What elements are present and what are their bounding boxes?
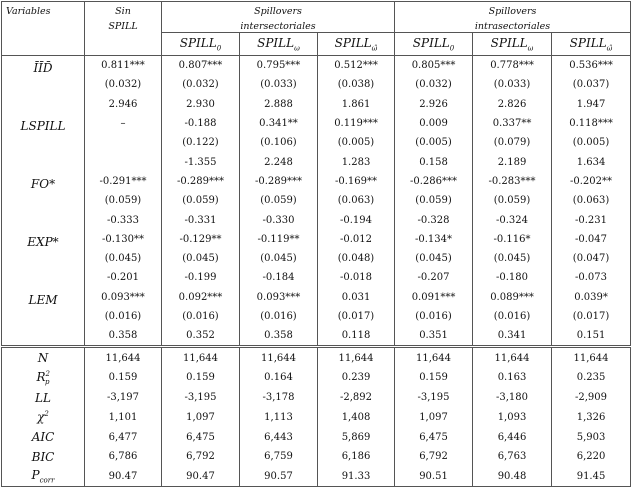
stat-cell: 1,326 [552,408,631,428]
table-cell: 1.861 [318,95,395,114]
table-cell: 0.795*** [240,56,318,76]
column-header [240,33,318,56]
variables-header: Variables [2,2,85,56]
stat-cell: 6,186 [318,447,395,467]
intrasectoral-header-line1: Spillovers [488,6,537,17]
stat-cell: 90.57 [240,467,318,487]
column-header-subscript: ω̂ [606,44,613,53]
stat-cell: 0.159 [162,368,240,388]
stat-cell: 5,903 [552,427,631,447]
table-cell: -0.328 [395,210,473,229]
table-cell: -0.289*** [240,172,318,191]
table-cell: 2.926 [395,95,473,114]
table-cell: -1.355 [162,152,240,171]
table-cell: 0.807*** [162,56,240,76]
table-row [2,249,631,268]
stat-cell: -3,180 [473,388,552,408]
intrasectoral-header [395,2,631,33]
table-cell: -0.324 [473,210,552,229]
stat-cell: 6,475 [395,427,473,447]
table-row [2,307,631,326]
column-header-subscript: 0 [216,44,222,53]
table-cell: (0.017) [552,307,631,326]
stat-cell: 1,113 [240,408,318,428]
table-cell: 0.811*** [85,56,162,76]
table-cell: 0.351 [395,326,473,347]
row-variable [2,307,85,326]
table-cell: -0.119** [240,230,318,249]
table-cell: (0.059) [240,191,318,210]
stat-cell: 6,220 [552,447,631,467]
table-cell: (0.016) [473,307,552,326]
table-row [2,95,631,114]
table-cell: (0.048) [318,249,395,268]
table-cell: 2.248 [240,152,318,171]
column-header-subscript: ω̂ [371,44,378,53]
stat-cell: 0.239 [318,368,395,388]
table-cell: 2.189 [473,152,552,171]
stat-cell: 1,408 [318,408,395,428]
row-variable: EXP* [2,230,85,249]
row-variable [2,152,85,171]
stat-row [2,368,631,388]
table-cell: 0.337** [473,114,552,133]
table-cell: (0.047) [552,249,631,268]
table-cell: (0.122) [162,133,240,152]
table-cell: -0.330 [240,210,318,229]
stat-cell: 6,477 [85,427,162,447]
column-header-label: SPILL [412,35,450,50]
table-cell: (0.045) [162,249,240,268]
row-variable [2,268,85,287]
table-cell: 2.888 [240,95,318,114]
table-cell: (0.079) [473,133,552,152]
table-cell: (0.005) [395,133,473,152]
stat-label-text: N [37,351,49,366]
row-variable [2,210,85,229]
table-cell: 2.946 [85,95,162,114]
sin-spill-header-line1: Sin [115,6,131,17]
stat-cell: 6,759 [240,447,318,467]
stat-cell: -3,195 [395,388,473,408]
table-cell: (0.016) [240,307,318,326]
column-header [318,33,395,56]
stat-label [2,388,85,408]
stat-row [2,388,631,408]
table-cell: -0.207 [395,268,473,287]
stat-cell: 1,101 [85,408,162,428]
table-cell: (0.032) [395,75,473,94]
sin-spill-header [85,2,162,56]
table-cell: 0.352 [162,326,240,347]
table-cell: 1.947 [552,95,631,114]
regression-table [1,1,631,487]
column-header [473,33,552,56]
stat-cell: -2,909 [552,388,631,408]
stat-cell: 6,786 [85,447,162,467]
table-cell: (0.063) [318,191,395,210]
stat-cell: 0.159 [395,368,473,388]
table-cell: (0.016) [395,307,473,326]
stat-cell: 6,443 [240,427,318,447]
stat-cell: -3,197 [85,388,162,408]
table-cell: (0.059) [473,191,552,210]
table-cell: -0.116* [473,230,552,249]
table-cell: -0.202** [552,172,631,191]
table-cell: (0.033) [473,75,552,94]
column-header [162,33,240,56]
table-cell: 0.805*** [395,56,473,76]
stat-cell: 11,644 [395,347,473,368]
table-cell: -0.012 [318,230,395,249]
table-cell: -0.018 [318,268,395,287]
stat-cell: 11,644 [552,347,631,368]
stat-cell: 90.47 [162,467,240,487]
stat-label-subscript: corr [39,476,55,485]
table-cell: 2.930 [162,95,240,114]
stat-label-text: LL [35,390,51,405]
regression-table-container [1,1,631,487]
row-variable: LSPILL [2,114,85,133]
table-row [2,56,631,76]
stat-cell: 11,644 [85,347,162,368]
table-cell: 0.536*** [552,56,631,76]
table-cell: (0.106) [240,133,318,152]
stat-label [2,347,85,368]
table-row [2,230,631,249]
stat-cell: 11,644 [240,347,318,368]
table-cell: 0.119*** [318,114,395,133]
table-cell: -0.289*** [162,172,240,191]
table-cell: (0.005) [552,133,631,152]
stat-cell: 11,644 [318,347,395,368]
table-cell: (0.033) [240,75,318,94]
table-cell: (0.045) [395,249,473,268]
table-row [2,326,631,347]
table-cell: 0.341** [240,114,318,133]
table-cell: (0.005) [318,133,395,152]
column-header-label: SPILL [257,35,295,50]
stat-row [2,447,631,467]
table-cell: -0.047 [552,230,631,249]
table-cell: (0.032) [85,75,162,94]
stat-cell: 1,097 [395,408,473,428]
column-header [395,33,473,56]
row-variable: LEM [2,288,85,307]
table-row [2,152,631,171]
table-row [2,114,631,133]
table-cell: (0.032) [162,75,240,94]
table-row [2,268,631,287]
table-cell: -0.194 [318,210,395,229]
table-cell: 0.031 [318,288,395,307]
column-header [552,33,631,56]
stat-cell: 11,644 [162,347,240,368]
stat-cell: 0.163 [473,368,552,388]
table-cell: -0.130** [85,230,162,249]
column-header-label: SPILL [179,35,217,50]
stat-cell: 0.235 [552,368,631,388]
stat-row [2,347,631,368]
table-cell: 0.341 [473,326,552,347]
intrasectoral-header-line2: intrasectoriales [474,21,551,32]
table-cell: – [85,114,162,133]
table-cell: -0.134* [395,230,473,249]
table-cell: -0.073 [552,268,631,287]
table-cell: -0.201 [85,268,162,287]
table-cell: (0.017) [318,307,395,326]
stat-cell: 1,097 [162,408,240,428]
table-cell: -0.291*** [85,172,162,191]
stat-label-text: AIC [31,430,55,445]
stat-label-text: BIC [31,449,55,464]
stat-label [2,467,85,487]
stat-label-subscript: p [45,378,50,387]
table-cell: 0.118 [318,326,395,347]
table-cell: (0.059) [162,191,240,210]
table-cell: (0.045) [473,249,552,268]
table-cell: (0.059) [85,191,162,210]
intersectoral-header [162,2,395,33]
stat-row [2,467,631,487]
stat-label [2,427,85,447]
stat-cell: 90.48 [473,467,552,487]
stat-cell: 0.164 [240,368,318,388]
table-cell: -0.180 [473,268,552,287]
table-cell: -0.333 [85,210,162,229]
stat-cell: 91.33 [318,467,395,487]
row-variable [2,75,85,94]
table-cell: 0.118*** [552,114,631,133]
table-cell: 0.151 [552,326,631,347]
table-cell: 1.283 [318,152,395,171]
table-cell: (0.059) [395,191,473,210]
row-variable: ĪĪD̄ [2,56,85,76]
row-variable [2,95,85,114]
table-row [2,172,631,191]
row-variable [2,191,85,210]
stat-cell: 6,792 [395,447,473,467]
column-header-label: SPILL [490,35,528,50]
table-row [2,133,631,152]
table-row [2,210,631,229]
table-cell: 0.093*** [85,288,162,307]
table-row [2,75,631,94]
table-cell: 0.089*** [473,288,552,307]
stat-cell: 6,446 [473,427,552,447]
stat-cell: 6,792 [162,447,240,467]
stat-label-superscript: 2 [45,369,51,378]
table-cell: -0.283*** [473,172,552,191]
column-header-label: SPILL [334,35,372,50]
stat-label-superscript: 2 [44,410,49,419]
table-cell: -0.231 [552,210,631,229]
table-cell: (0.038) [318,75,395,94]
column-header-label: SPILL [569,35,607,50]
stat-label-text: χ [37,410,45,425]
table-cell [85,133,162,152]
stat-cell: 11,644 [473,347,552,368]
table-cell: (0.016) [162,307,240,326]
table-cell: 0.778*** [473,56,552,76]
stat-cell: -3,178 [240,388,318,408]
table-cell: (0.045) [240,249,318,268]
table-cell: (0.063) [552,191,631,210]
row-variable: FO* [2,172,85,191]
table-cell: (0.037) [552,75,631,94]
table-cell: (0.045) [85,249,162,268]
table-cell: 0.158 [395,152,473,171]
stat-label-text: P [31,468,40,483]
intersectoral-header-line2: intersectoriales [240,21,316,32]
stat-label [2,368,85,388]
stat-row [2,408,631,428]
table-cell: 2.826 [473,95,552,114]
column-header-subscript: ω [294,44,300,53]
table-cell: 0.039* [552,288,631,307]
stat-cell: 1,093 [473,408,552,428]
stat-cell: 5,869 [318,427,395,447]
table-cell: 0.512*** [318,56,395,76]
intersectoral-header-line1: Spillovers [254,6,302,17]
stat-cell: -2,892 [318,388,395,408]
table-cell: 0.091*** [395,288,473,307]
stat-label-text: R [36,369,46,384]
table-cell: -0.286*** [395,172,473,191]
row-variable [2,133,85,152]
table-cell: -0.331 [162,210,240,229]
stat-cell: 6,763 [473,447,552,467]
column-header-subscript: 0 [449,44,455,53]
stat-cell: -3,195 [162,388,240,408]
table-cell: -0.129** [162,230,240,249]
table-cell: 0.092*** [162,288,240,307]
table-cell: -0.199 [162,268,240,287]
stat-label [2,447,85,467]
row-variable [2,249,85,268]
table-cell: -0.184 [240,268,318,287]
table-cell [85,152,162,171]
column-header-subscript: ω [527,44,534,53]
table-cell: 0.093*** [240,288,318,307]
table-cell: 1.634 [552,152,631,171]
stat-cell: 91.45 [552,467,631,487]
table-row [2,288,631,307]
stat-cell: 6,475 [162,427,240,447]
row-variable [2,326,85,347]
table-cell: 0.009 [395,114,473,133]
stat-cell: 90.51 [395,467,473,487]
table-cell: 0.358 [85,326,162,347]
table-cell: -0.188 [162,114,240,133]
stat-cell: 0.159 [85,368,162,388]
table-cell: -0.169** [318,172,395,191]
sin-spill-header-line2: SPILL [108,21,138,32]
stat-label [2,408,85,428]
table-cell: 0.358 [240,326,318,347]
stat-cell: 90.47 [85,467,162,487]
table-row [2,191,631,210]
table-cell: (0.016) [85,307,162,326]
stat-row [2,427,631,447]
